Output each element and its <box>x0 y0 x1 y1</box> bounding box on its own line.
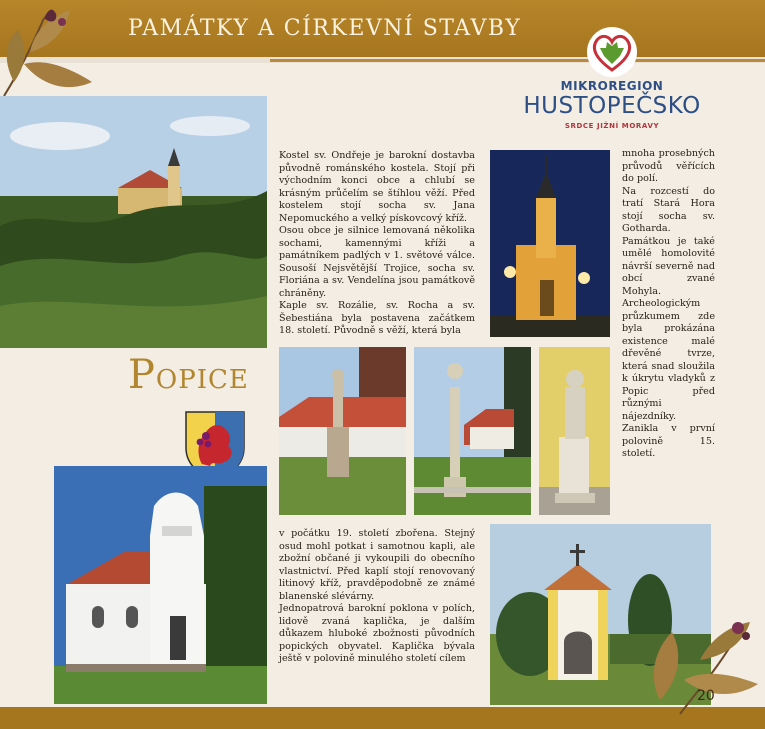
logo-line2: HUSTOPEČSKO <box>523 93 701 119</box>
page-number: 20 <box>697 688 715 704</box>
chapel-photo <box>54 466 267 704</box>
logo-line1: MIKROREGION <box>560 79 664 93</box>
page-title: PAMÁTKY A CÍRKEVNÍ STAVBY <box>128 16 522 41</box>
paragraph: Na rozcestí do tratí Stará Hora stojí socha sv. Gotharda. <box>622 185 715 234</box>
vineyard-photo <box>0 96 267 348</box>
village-name-initial: P <box>128 352 156 398</box>
trinity-column-photo <box>414 347 531 515</box>
leaf-decoration-icon <box>0 0 110 105</box>
paragraph: Památkou je také umělé homolovité návrší severně nad obcí zvané Mohyla. Archeologickým průzkumem zde byla prokázána existence malé dřevěné tvrze, která snad sloužila k úkrytu vladyků z Popic před různými nájezdníky. Zanikla v první polovině 15. století. <box>622 235 715 459</box>
paragraph: Kaple sv. Rozálie, sv. Rocha a sv. Šebestiána byla postavena začátkem 18. století. Původně s věží, která byla <box>279 300 475 336</box>
paragraph: v počátku 19. století zbořena. Stejný osud mohl potkat i samotnou kapli, ale zbožní občané ji vykoupili do obecního vlastnictví. Před kaplí stojí renovovaný litinový kříž, pravděpodobně ze známé blanenské slévárny. <box>279 528 475 602</box>
street-statue-photo <box>279 347 406 515</box>
church-night-photo <box>490 150 610 337</box>
village-name-rest: OPICE <box>155 365 249 395</box>
paragraph: mnoha prosebných průvodů věřících do polí. <box>622 148 715 184</box>
article-text-column-2 <box>622 148 715 461</box>
saint-statue-photo <box>539 347 610 515</box>
village-name <box>128 352 249 398</box>
paragraph: Osou obce je silnice lemovaná několika sochami, kamennými kříži a památníkem padlých v 1. světové válce. Sousoší Nejsvětější Trojice, socha sv. Floriána a sv. Vendelína jsou památkově chráněny. <box>279 225 475 299</box>
logo-tagline: SRDCE JIŽNÍ MORAVY <box>564 122 660 130</box>
microregion-logo <box>512 26 712 136</box>
heart-grape-leaf-icon <box>585 26 639 78</box>
article-text-column-1 <box>279 150 475 338</box>
paragraph: Kostel sv. Ondřeje je barokní dostavba původně románského kostela. Stojí při východním konci obce a chlubí se krásným průčelím se štíhlou věží. Před kostelem stojí socha sv. Jana Nepomuckého a velký pískovcový kříž. <box>279 150 475 224</box>
article-text-column-3 <box>279 528 475 666</box>
paragraph: Jednopatrová barokní poklona v polích, lidově zvaná kaplička, je dalším důkazem hluboké zbožnosti původních popických obyvatel. Kaplička bývala ještě v polovině minulého století cílem <box>279 603 475 664</box>
